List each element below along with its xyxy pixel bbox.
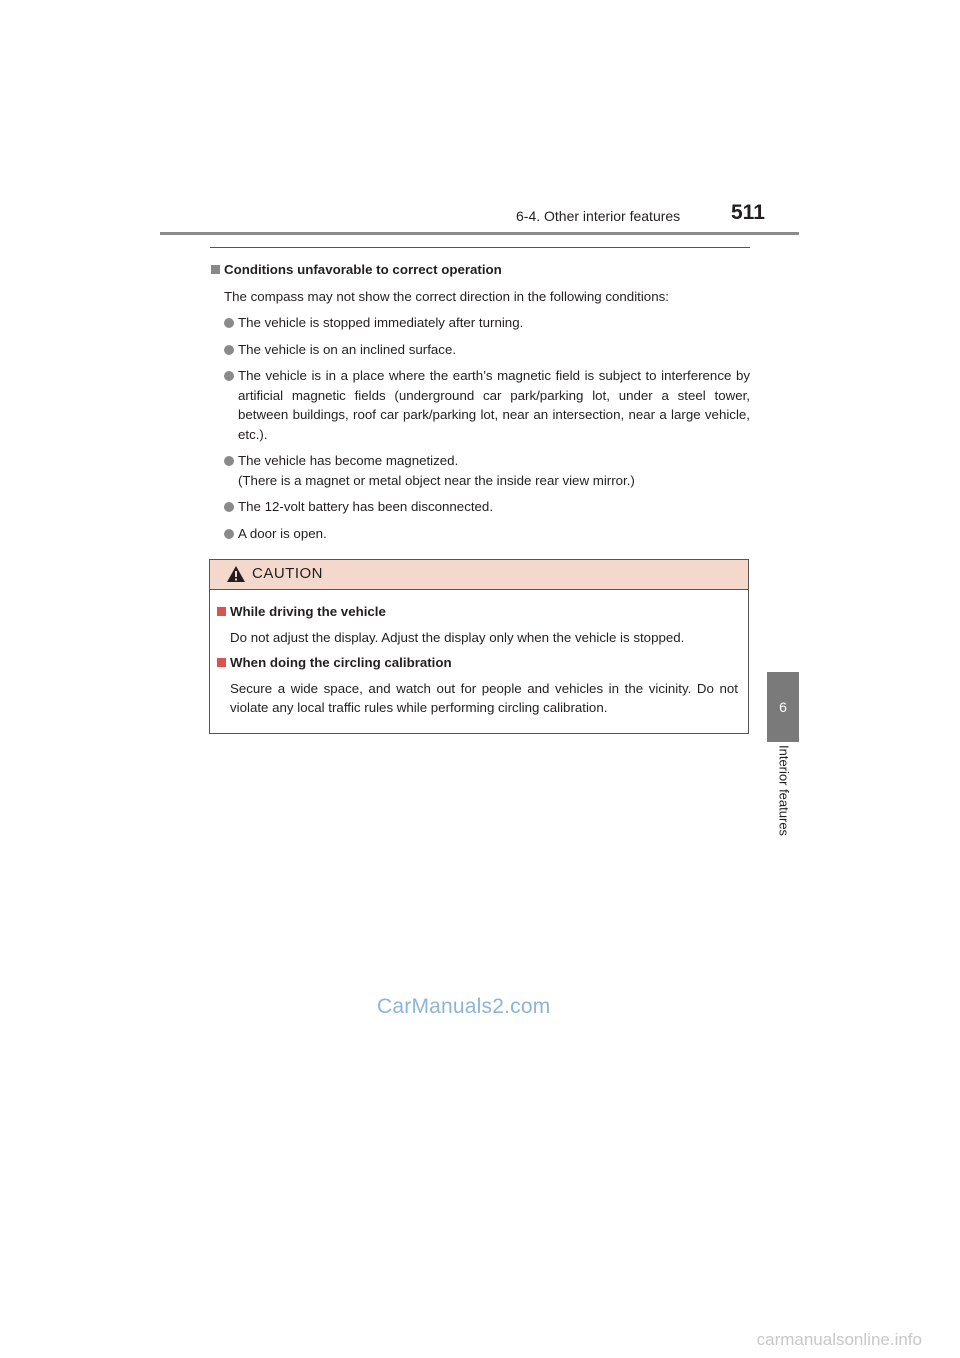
bullet-dot-icon: [224, 318, 234, 328]
watermark: CarManuals2.com: [377, 995, 551, 1018]
conditions-intro: The compass may not show the correct direction in the following conditions:: [224, 288, 669, 304]
list-item-note: (There is a magnet or metal object near the inside rear view mirror.): [238, 472, 635, 488]
list-item-text: The vehicle has become magnetized.: [238, 453, 459, 468]
bullet-dot-icon: [224, 371, 234, 381]
list-item: [224, 313, 750, 333]
conditions-section: [210, 260, 750, 550]
list-item-text: A door is open.: [238, 525, 327, 541]
warning-triangle-icon: [226, 565, 246, 583]
header-section-title: 6-4. Other interior features: [516, 208, 681, 224]
bullet-dot-icon: [224, 345, 234, 355]
caution-body: [210, 590, 748, 718]
square-bullet-icon: [211, 265, 220, 274]
bullet-dot-icon: [224, 502, 234, 512]
chapter-number: 6: [779, 699, 787, 715]
caution-heading: [216, 653, 738, 673]
list-item: [224, 340, 750, 360]
header-rule: [160, 232, 799, 235]
list-item-text: The vehicle is on an inclined surface.: [238, 341, 457, 357]
caution-box: [209, 559, 749, 734]
list-item: [224, 451, 750, 490]
square-bullet-icon: [217, 607, 226, 616]
list-item-text: The vehicle is in a place where the earth’s magnetic field is subject to interference by artificial magnetic fields (underground car park/parking lot, under a steel tower, between buildings, roof car park/parking lot, near an intersection, near a large vehicle, etc.).: [238, 368, 750, 442]
page-number: 511: [731, 201, 765, 224]
caution-text: Secure a wide space, and watch out for people and vehicles in the vicinity. Do not violate any local traffic rules while performing circling calibration.: [230, 680, 738, 715]
conditions-list: [210, 313, 750, 543]
conditions-title-text: Conditions unfavorable to correct operation: [224, 262, 502, 277]
content-rule: [210, 247, 750, 248]
caution-header: [210, 560, 748, 590]
list-item-text: The 12-volt battery has been disconnected.: [238, 499, 494, 514]
caution-heading: [216, 602, 738, 622]
caution-title: CAUTION: [252, 565, 323, 582]
footer-watermark: [0, 1322, 960, 1358]
chapter-label: Interior features: [776, 745, 792, 837]
chapter-tab: [767, 672, 799, 742]
caution-text: Do not adjust the display. Adjust the display only when the vehicle is stopped.: [230, 629, 685, 645]
footer-watermark-text: carmanualsonline.info: [756, 1330, 922, 1349]
caution-heading-text: While driving the vehicle: [230, 604, 386, 619]
list-item: [224, 366, 750, 444]
list-item: [224, 497, 750, 517]
list-item: [224, 524, 750, 544]
bullet-dot-icon: [224, 529, 234, 539]
caution-heading-text: When doing the circling calibration: [230, 655, 452, 670]
conditions-title: [210, 260, 750, 280]
bullet-dot-icon: [224, 456, 234, 466]
list-item-text: The vehicle is stopped immediately after turning.: [238, 315, 524, 330]
square-bullet-icon: [217, 658, 226, 667]
